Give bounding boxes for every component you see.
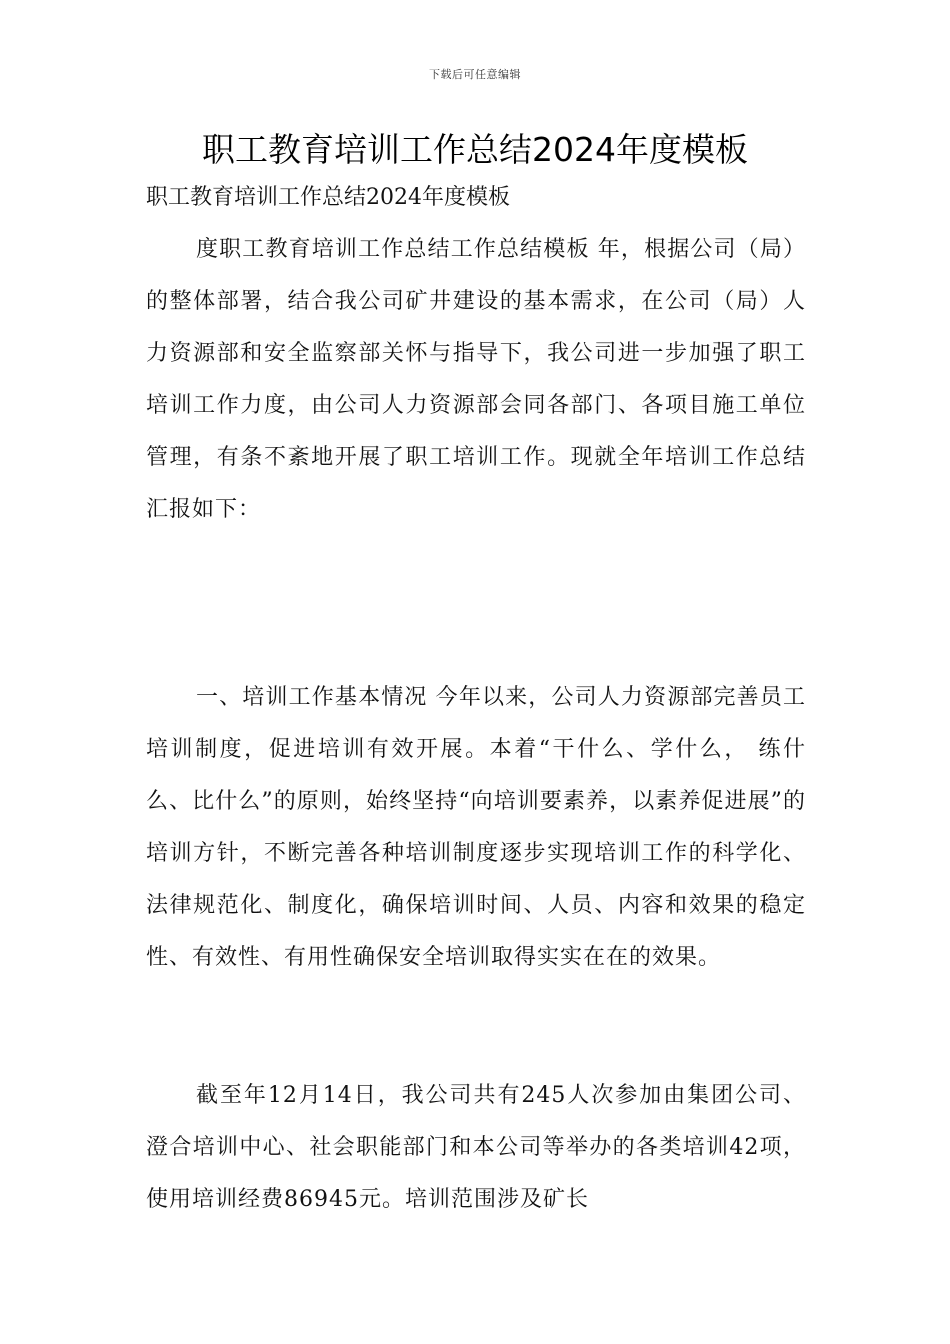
document-subtitle: 职工教育培训工作总结2024年度模板 [146,185,510,210]
header-note: 下载后可任意编辑 [429,68,521,81]
paragraph-basic-situation: 一、培训工作基本情况 今年以来，公司人力资源部完善员工培训制度，促进培训有效开展。本着“干什么、学什么， 练什么、比什么”的原则，始终坚持“向培训要素养，以素养促进展”的培训方针，不断完善各种培训制度逐步实现培训工作的科学化、法律规范化、制度化，确保培训时间、人员、内容和效果的稳定性、有效性、有用性确保安全培训取得实实在在的效果。 [146,685,806,970]
paragraph-statistics: 截至年12月14日，我公司共有245人次参加由集团公司、澄合培训中心、社会职能部门和本公司等举办的各类培训42项，使用培训经费86945元。培训范围涉及矿长 [146,1083,806,1212]
paragraph-intro: 度职工教育培训工作总结工作总结模板 年，根据公司（局）的整体部署，结合我公司矿井建设的基本需求，在公司（局）人力资源部和安全监察部关怀与指导下，我公司进一步加强了职工培训工作力度，由公司人力资源部会同各部门、各项目施工单位管理，有条不紊地开展了职工培训工作。现就全年培训工作总结汇报如下： [146,237,806,522]
document-title: 职工教育培训工作总结2024年度模板 [202,130,748,169]
